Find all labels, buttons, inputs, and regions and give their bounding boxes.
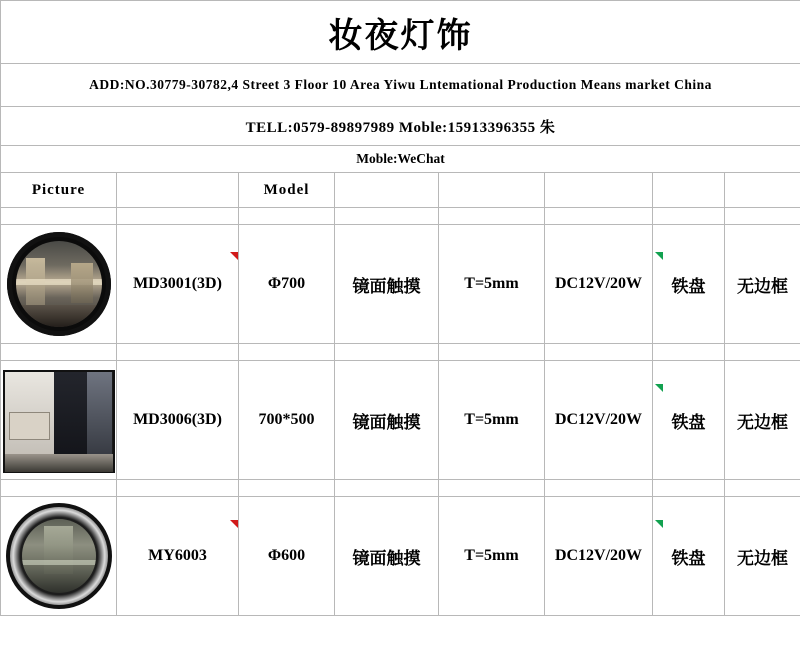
spacer-row-3 [1, 480, 800, 497]
spacer-cell [335, 208, 439, 225]
column-header-blank-3 [439, 173, 545, 208]
spacer-cell [117, 480, 239, 497]
product-thickness: T=5mm [439, 361, 545, 480]
product-frame: 无边框 [725, 497, 800, 616]
spacer-row-1 [1, 208, 800, 225]
phone-row [1, 107, 800, 146]
spacer-cell [439, 480, 545, 497]
table-row [1, 497, 800, 616]
product-frame: 无边框 [725, 361, 800, 480]
table-row [1, 225, 800, 344]
column-header-model: Model [239, 173, 335, 208]
product-feature: 镜面触摸 [335, 225, 439, 344]
red-corner-mark [230, 252, 238, 260]
spacer-cell [725, 344, 800, 361]
wardrobe-scene-image [3, 367, 115, 473]
product-model: MD3006(3D) [117, 361, 239, 480]
spacer-cell [439, 344, 545, 361]
green-corner-mark [655, 252, 663, 260]
column-header-row [1, 173, 800, 208]
spacer-cell [653, 208, 725, 225]
column-header-blank-1 [117, 173, 239, 208]
table-row [1, 361, 800, 480]
wechat-row [1, 146, 800, 173]
product-backing: 铁盘 [653, 361, 725, 480]
product-power: DC12V/20W [545, 225, 653, 344]
product-backing: 铁盘 [653, 497, 725, 616]
spacer-cell [725, 480, 800, 497]
spacer-cell [545, 480, 653, 497]
spacer-cell [653, 344, 725, 361]
title-row [1, 1, 800, 64]
led-backlit-mirror-image [3, 503, 115, 609]
spacer-cell [117, 208, 239, 225]
address-row [1, 64, 800, 107]
round-mirror-3d-image [3, 231, 115, 337]
spacer-cell [239, 344, 335, 361]
spacer-cell [335, 480, 439, 497]
column-header-blank-2 [335, 173, 439, 208]
column-header-blank-5 [653, 173, 725, 208]
spacer-row-2 [1, 344, 800, 361]
product-backing: 铁盘 [653, 225, 725, 344]
spacer-cell [545, 208, 653, 225]
green-corner-mark [655, 384, 663, 392]
product-frame: 无边框 [725, 225, 800, 344]
spacer-cell [1, 344, 117, 361]
product-thickness: T=5mm [439, 225, 545, 344]
product-size: Φ700 [239, 225, 335, 344]
column-header-blank-6 [725, 173, 800, 208]
spacer-cell [117, 344, 239, 361]
red-corner-mark [230, 520, 238, 528]
spacer-cell [1, 208, 117, 225]
product-power: DC12V/20W [545, 361, 653, 480]
product-size: 700*500 [239, 361, 335, 480]
column-header-blank-4 [545, 173, 653, 208]
product-feature: 镜面触摸 [335, 497, 439, 616]
product-size: Φ600 [239, 497, 335, 616]
page-title: 妆夜灯饰 [1, 1, 800, 64]
spacer-cell [239, 480, 335, 497]
green-corner-mark [655, 520, 663, 528]
spacer-cell [725, 208, 800, 225]
company-address: ADD:NO.30779-30782,4 Street 3 Floor 10 Area Yiwu Lntemational Production Means market China [1, 64, 800, 107]
spacer-cell [439, 208, 545, 225]
spacer-cell [1, 480, 117, 497]
company-phone: TELL:0579-89897989 Moble:15913396355 朱 [1, 107, 800, 146]
product-thickness: T=5mm [439, 497, 545, 616]
product-image-cell [1, 225, 117, 344]
product-feature: 镜面触摸 [335, 361, 439, 480]
product-image-cell [1, 497, 117, 616]
spacer-cell [653, 480, 725, 497]
company-wechat: Moble:WeChat [1, 146, 800, 173]
spacer-cell [545, 344, 653, 361]
product-model: MY6003 [117, 497, 239, 616]
product-power: DC12V/20W [545, 497, 653, 616]
column-header-picture: Picture [1, 173, 117, 208]
spacer-cell [335, 344, 439, 361]
product-model: MD3001(3D) [117, 225, 239, 344]
product-image-cell [1, 361, 117, 480]
spacer-cell [239, 208, 335, 225]
